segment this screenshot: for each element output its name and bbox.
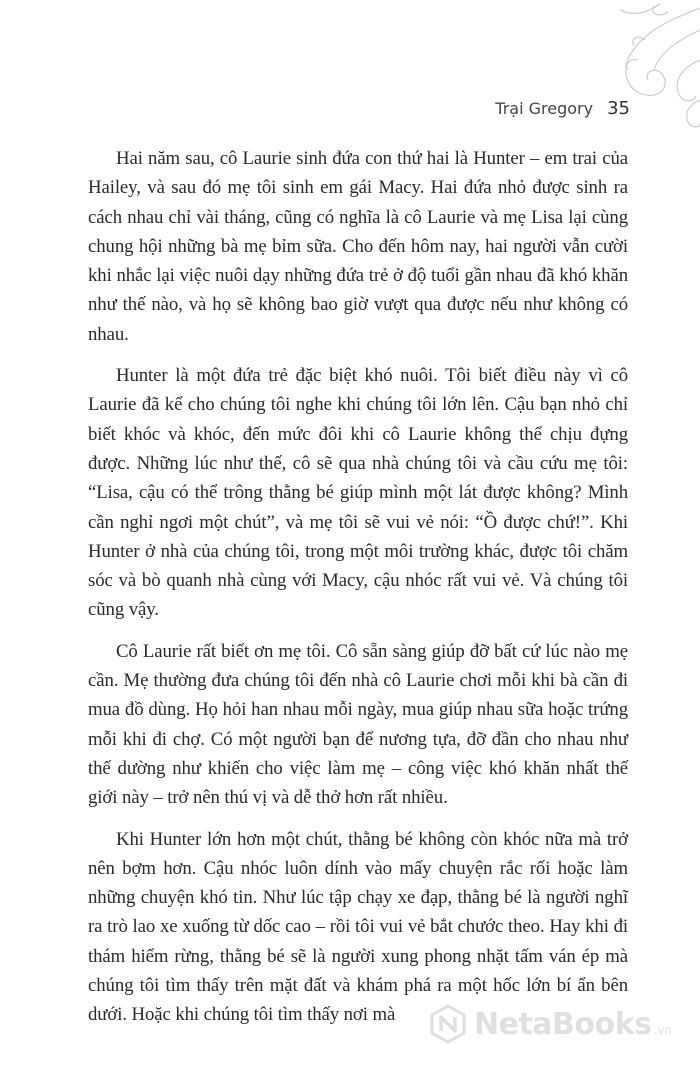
watermark-suffix: .vn (653, 1023, 672, 1037)
corner-flourish-ornament-icon (550, 0, 700, 150)
page-number: 35 (607, 98, 630, 119)
netabooks-logo-icon (428, 1004, 468, 1044)
body-text (88, 144, 628, 1042)
paragraph: Hai năm sau, cô Laurie sinh đứa con thứ hai là Hunter – em trai của Hailey, và sau đó mẹ tôi sinh em gái Macy. Hai đứa nhỏ được sinh ra cách nhau chỉ vài tháng, cũng có nghĩa là cô Laurie và mẹ Lisa lại cùng chung hội những bà mẹ bỉm sữa. Cho đến hôm nay, hai người vẫn cười khi nhắc lại việc nuôi dạy những đứa trẻ ở độ tuổi gần nhau đã khó khăn như thế nào, và họ sẽ không bao giờ vượt qua được nếu như không có nhau. (88, 148, 628, 345)
running-title: Trại Gregory (495, 99, 594, 118)
watermark (428, 1004, 672, 1044)
paragraph: Cô Laurie rất biết ơn mẹ tôi. Cô sẵn sàng giúp đỡ bất cứ lúc nào mẹ cần. Mẹ thường đưa chúng tôi đến nhà cô Laurie chơi mỗi khi bà cần đi mua đồ dùng. Họ hỏi han nhau mỗi ngày, mua giúp nhau sữa hoặc trứng mỗi khi đi chợ. Có một người bạn để nương tựa, đỡ đần cho nhau như thế dường như khiến cho việc làm mẹ – công việc khó khăn nhất thế giới này – trở nên thú vị và dễ thở hơn rất nhiều. (88, 640, 628, 809)
running-head (480, 98, 630, 119)
paragraph: Khi Hunter lớn hơn một chút, thằng bé không còn khóc nữa mà trở nên bợm hơn. Cậu nhóc luôn dính vào mấy chuyện rắc rối hoặc làm những chuyện khó tin. Như lúc tập chạy xe đạp, thằng bé là người nghĩ ra trò lao xe xuống từ dốc cao – rồi tôi vui vẻ bắt chước theo. Hay khi đi thám hiểm rừng, thằng bé sẽ là người xung phong nhặt tấm ván ép mà chúng tôi tìm thấy trên mặt đất và khám phá ra một hốc lớn bí ẩn bên dưới. Hoặc khi chúng tôi tìm thấy nơi mà (88, 828, 628, 1026)
paragraph: Hunter là một đứa trẻ đặc biệt khó nuôi. Tôi biết điều này vì cô Laurie đã kể cho chúng tôi nghe khi chúng tôi lớn lên. Cậu bạn nhỏ chỉ biết khóc và khóc, đến mức đôi khi cô Laurie không thể chịu đựng được. Những lúc như thế, cô sẽ qua nhà chúng tôi và cầu cứu mẹ tôi: “Lisa, cậu có thể trông thằng bé giúp mình một lát được không? Mình cần nghỉ ngơi một chút”, và mẹ tôi sẽ vui vẻ nói: “Ồ được chứ!”. Khi Hunter ở nhà của chúng tôi, trong một môi trường khác, được tôi chăm sóc và bò quanh nhà cùng với Macy, cậu nhóc rất vui vẻ. Và chúng tôi cũng vậy. (88, 365, 628, 621)
watermark-brand: NetaBooks (474, 1006, 652, 1042)
